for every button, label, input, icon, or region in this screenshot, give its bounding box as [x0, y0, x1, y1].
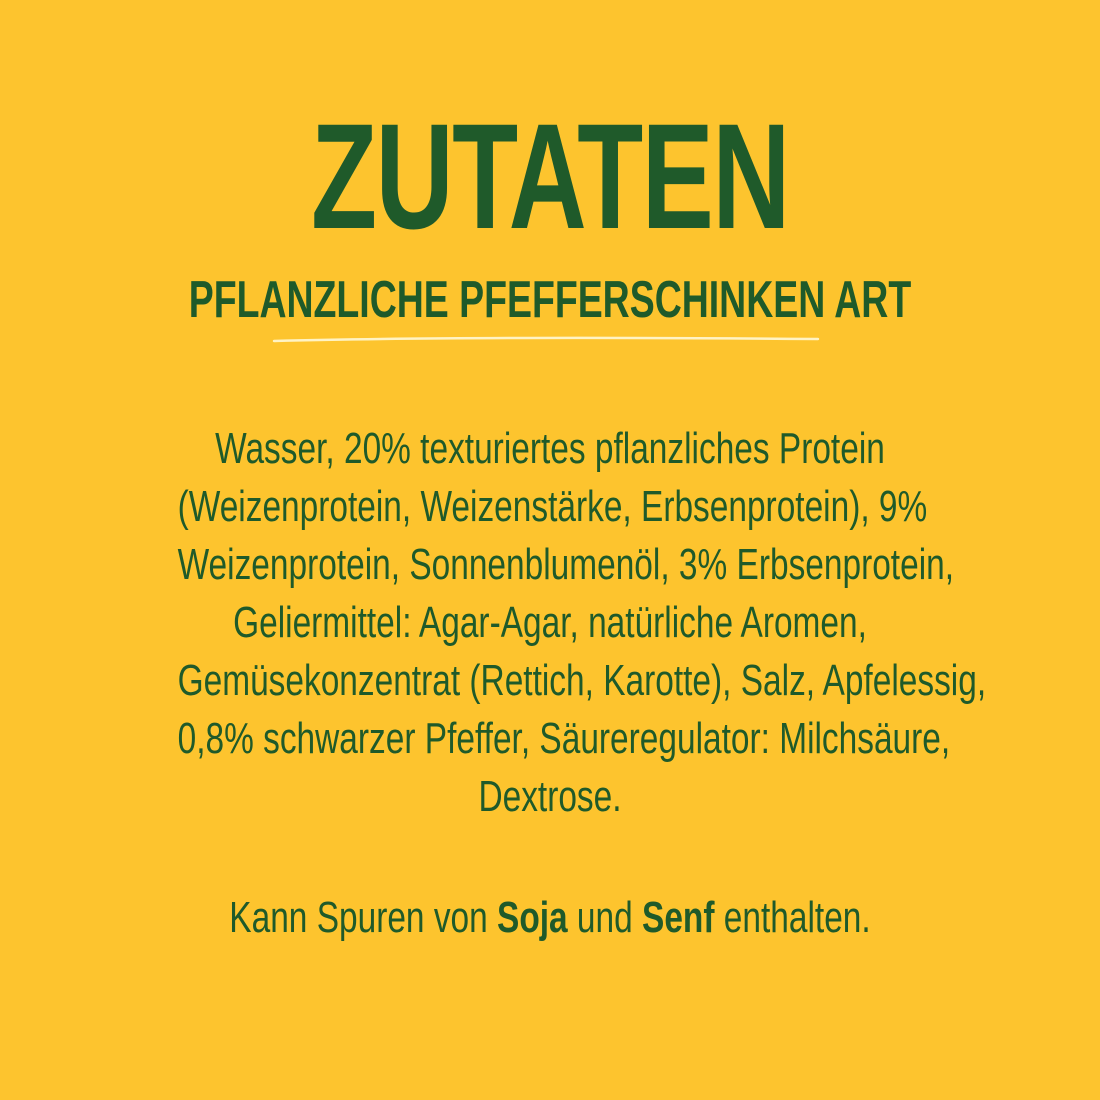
ingredients-line: Weizenprotein, Sonnenblumenöl, 3% Erbsenprotein, — [177, 540, 955, 589]
allergen-prefix: Kann Spuren von — [229, 893, 498, 942]
ingredients-line: Geliermittel: Agar-Agar, natürliche Aromen, — [233, 598, 867, 647]
allergen-senf: Senf — [642, 893, 715, 942]
allergen-middle: und — [567, 893, 643, 942]
ingredients-line: Dextrose. — [478, 772, 622, 821]
page-title: ZUTATEN — [311, 92, 789, 260]
allergen-suffix: enthalten. — [714, 893, 871, 942]
subtitle-underline — [272, 334, 820, 346]
ingredients-line: Gemüsekonzentrat (Rettich, Karotte), Salz, Apfelessig, — [177, 656, 987, 705]
ingredients-line: Wasser, 20% texturiertes pflanzliches Protein — [215, 424, 885, 473]
ingredients-line: (Weizenprotein, Weizenstärke, Erbsenprotein), 9% — [177, 482, 928, 531]
product-subtitle: PFLANZLICHE PFEFFERSCHINKEN ART — [188, 271, 912, 329]
allergen-soja: Soja — [497, 893, 568, 942]
allergen-notice — [178, 888, 923, 948]
ingredients-line: 0,8% schwarzer Pfeffer, Säureregulator: Milchsäure, — [177, 714, 951, 763]
ingredients-list — [60, 420, 1040, 826]
